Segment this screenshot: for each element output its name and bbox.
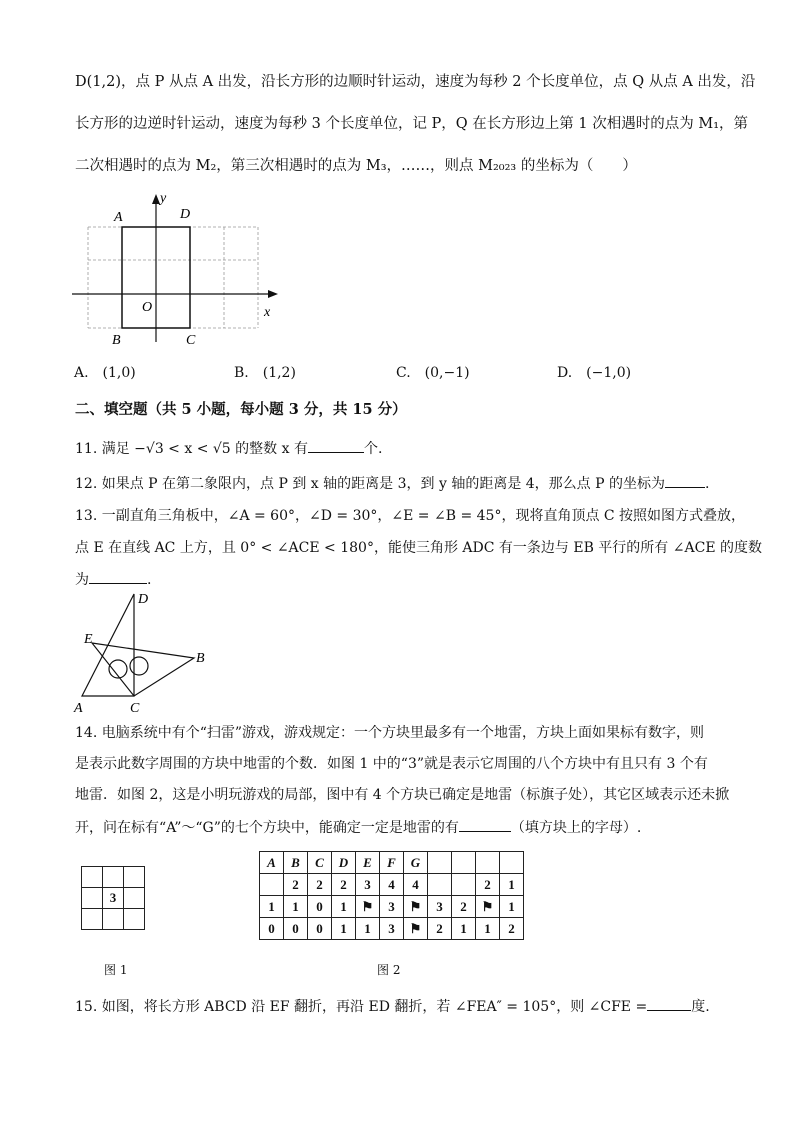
q10-line-1: D(1,2)，点 P 从点 A 出发，沿长方形的边顺时针运动，速度为每秒 2 个长度单位，点 Q 从点 A 出发，沿 [75, 74, 756, 90]
label-c2: C [130, 701, 140, 716]
q14-prefix: 开，问在标有“A”～“G”的七个方块中，能确定一定是地雷的有 [75, 820, 459, 836]
q15-suffix: 度. [691, 999, 710, 1015]
triangle-ebc [92, 643, 194, 696]
grid-cell[interactable]: 2 [452, 896, 476, 918]
label-c: C [186, 333, 196, 348]
minesweeper-fig2 [259, 851, 524, 940]
mine-flag-icon[interactable]: ⚑ [356, 896, 380, 918]
cell-c[interactable]: C [308, 852, 332, 874]
mine-flag-icon[interactable]: ⚑ [404, 896, 428, 918]
grid-cell[interactable]: 1 [356, 918, 380, 940]
grid-cell[interactable]: 3 [380, 918, 404, 940]
fig1-caption: 图 1 [104, 963, 128, 977]
minesweeper-fig1: 3 [81, 866, 145, 930]
grid-cell[interactable]: 0 [260, 918, 284, 940]
label-a: A [114, 210, 123, 225]
q10-line-3: 二次相遇时的点为 M₂，第三次相遇时的点为 M₃，……，则点 M₂₀₂₃ 的坐标为（ ） [75, 158, 637, 174]
q11-suffix: 个. [363, 441, 383, 457]
grid-cell[interactable]: 2 [332, 874, 356, 896]
grid-cell[interactable]: 1 [332, 918, 356, 940]
grid-cell[interactable]: 2 [308, 874, 332, 896]
label-d2: D [138, 592, 149, 607]
mine-flag-icon[interactable]: ⚑ [476, 896, 500, 918]
q15-text: 15. 如图，将长方形 ABCD 沿 EF 翻折，再沿 ED 翻折，若 ∠FEA″ = 105°，则 ∠CFE = [75, 999, 648, 1015]
q10-rectangle-figure [68, 188, 290, 348]
grid-cell[interactable] [260, 874, 284, 896]
q12-suffix: . [705, 476, 710, 492]
grid-cell[interactable]: 0 [308, 896, 332, 918]
option-d[interactable]: D. (−1,0) [557, 365, 632, 381]
label-d: D [180, 207, 191, 222]
grid-cell[interactable]: 3 [428, 896, 452, 918]
q14-suffix: （填方块上的字母）. [510, 820, 642, 836]
option-c[interactable]: C. (0,−1) [396, 365, 470, 381]
grid-cell[interactable]: 1 [284, 896, 308, 918]
grid-cell[interactable]: 2 [476, 874, 500, 896]
label-a2: A [74, 701, 83, 716]
option-b[interactable]: B. (1,2) [234, 365, 296, 381]
q14-answer-blank[interactable] [459, 817, 511, 832]
grid-cell[interactable]: 4 [380, 874, 404, 896]
grid-cell[interactable]: 2 [428, 918, 452, 940]
q12-answer-blank[interactable] [665, 473, 705, 488]
mine-flag-icon[interactable]: ⚑ [404, 918, 428, 940]
grid-cell[interactable]: 3 [356, 874, 380, 896]
grid-cell[interactable]: 1 [476, 918, 500, 940]
label-e: E [84, 632, 93, 647]
grid-cell[interactable]: 1 [500, 896, 524, 918]
q14-line-1: 14. 电脑系统中有个“扫雷”游戏，游戏规定：一个方块里最多有一个地雷，方块上面如果标有数字，则 [75, 725, 705, 741]
grid-cell[interactable]: 2 [500, 918, 524, 940]
grid-cell[interactable]: 0 [284, 918, 308, 940]
q13-answer-blank[interactable] [89, 569, 147, 584]
grid-cell[interactable] [452, 852, 476, 874]
grid-cell[interactable]: 4 [404, 874, 428, 896]
q13-line-1: 13. 一副直角三角板中，∠A = 60°，∠D = 30°，∠E = ∠B = 45°，现将直角顶点 C 按照如图方式叠放， [75, 508, 746, 524]
grid-cell[interactable] [476, 852, 500, 874]
q14-line-4 [75, 817, 641, 837]
grid-cell[interactable] [428, 852, 452, 874]
grid-cell[interactable]: 2 [284, 874, 308, 896]
q13-prefix: 为 [75, 572, 89, 588]
q14-line-3: 地雷．如图 2，这是小明玩游戏的局部，图中有 4 个方块已确定是地雷（标旗子处），其它区域表示还未掀 [75, 787, 730, 803]
grid-cell[interactable]: 1 [452, 918, 476, 940]
grid-cell[interactable] [452, 874, 476, 896]
cell-g[interactable]: G [404, 852, 428, 874]
q13-triangles-figure [72, 586, 212, 716]
q12 [75, 473, 709, 493]
q13-suffix: . [147, 572, 152, 588]
grid-cell[interactable] [428, 874, 452, 896]
cell-b[interactable]: B [284, 852, 308, 874]
label-b: B [112, 333, 121, 348]
q15-answer-blank[interactable] [647, 996, 691, 1011]
fig2-caption: 图 2 [377, 963, 401, 977]
cell-e[interactable]: E [356, 852, 380, 874]
option-a[interactable]: A. (1,0) [74, 365, 136, 381]
q11-answer-blank[interactable] [308, 438, 364, 453]
q11-text: 11. 满足 −√3 < x < √5 的整数 x 有 [75, 441, 308, 457]
label-o: O [142, 300, 153, 315]
section-title: 二、填空题（共 5 小题，每小题 3 分，共 15 分） [75, 401, 407, 418]
q13-line-2: 点 E 在直线 AC 上方，且 0° < ∠ACE < 180°，能使三角形 ADC 有一条边与 EB 平行的所有 ∠ACE 的度数 [75, 540, 762, 556]
grid-cell[interactable]: 0 [308, 918, 332, 940]
label-y: y [160, 191, 167, 206]
label-x: x [264, 305, 271, 320]
grid-cell[interactable] [500, 852, 524, 874]
grid-cell[interactable]: 3 [380, 896, 404, 918]
cell-d[interactable]: D [332, 852, 356, 874]
q11 [75, 438, 382, 458]
cell-f[interactable]: F [380, 852, 404, 874]
grid-cell[interactable]: 1 [500, 874, 524, 896]
cell-a[interactable]: A [260, 852, 284, 874]
q12-text: 12. 如果点 P 在第二象限内，点 P 到 x 轴的距离是 3，到 y 轴的距离是 4，那么点 P 的坐标为 [75, 476, 665, 492]
label-b2: B [196, 651, 205, 666]
grid-cell[interactable]: 1 [332, 896, 356, 918]
q10-line-2: 长方形的边逆时针运动，速度为每秒 3 个长度单位，记 P，Q 在长方形边上第 1 次相遇时的点为 M₁，第 [75, 116, 749, 132]
q15 [75, 996, 710, 1016]
grid-cell[interactable]: 1 [260, 896, 284, 918]
q14-line-2: 是表示此数字周围的方块中地雷的个数．如图 1 中的“3”就是表示它周围的八个方块中有且只有 3 个有 [75, 756, 708, 772]
